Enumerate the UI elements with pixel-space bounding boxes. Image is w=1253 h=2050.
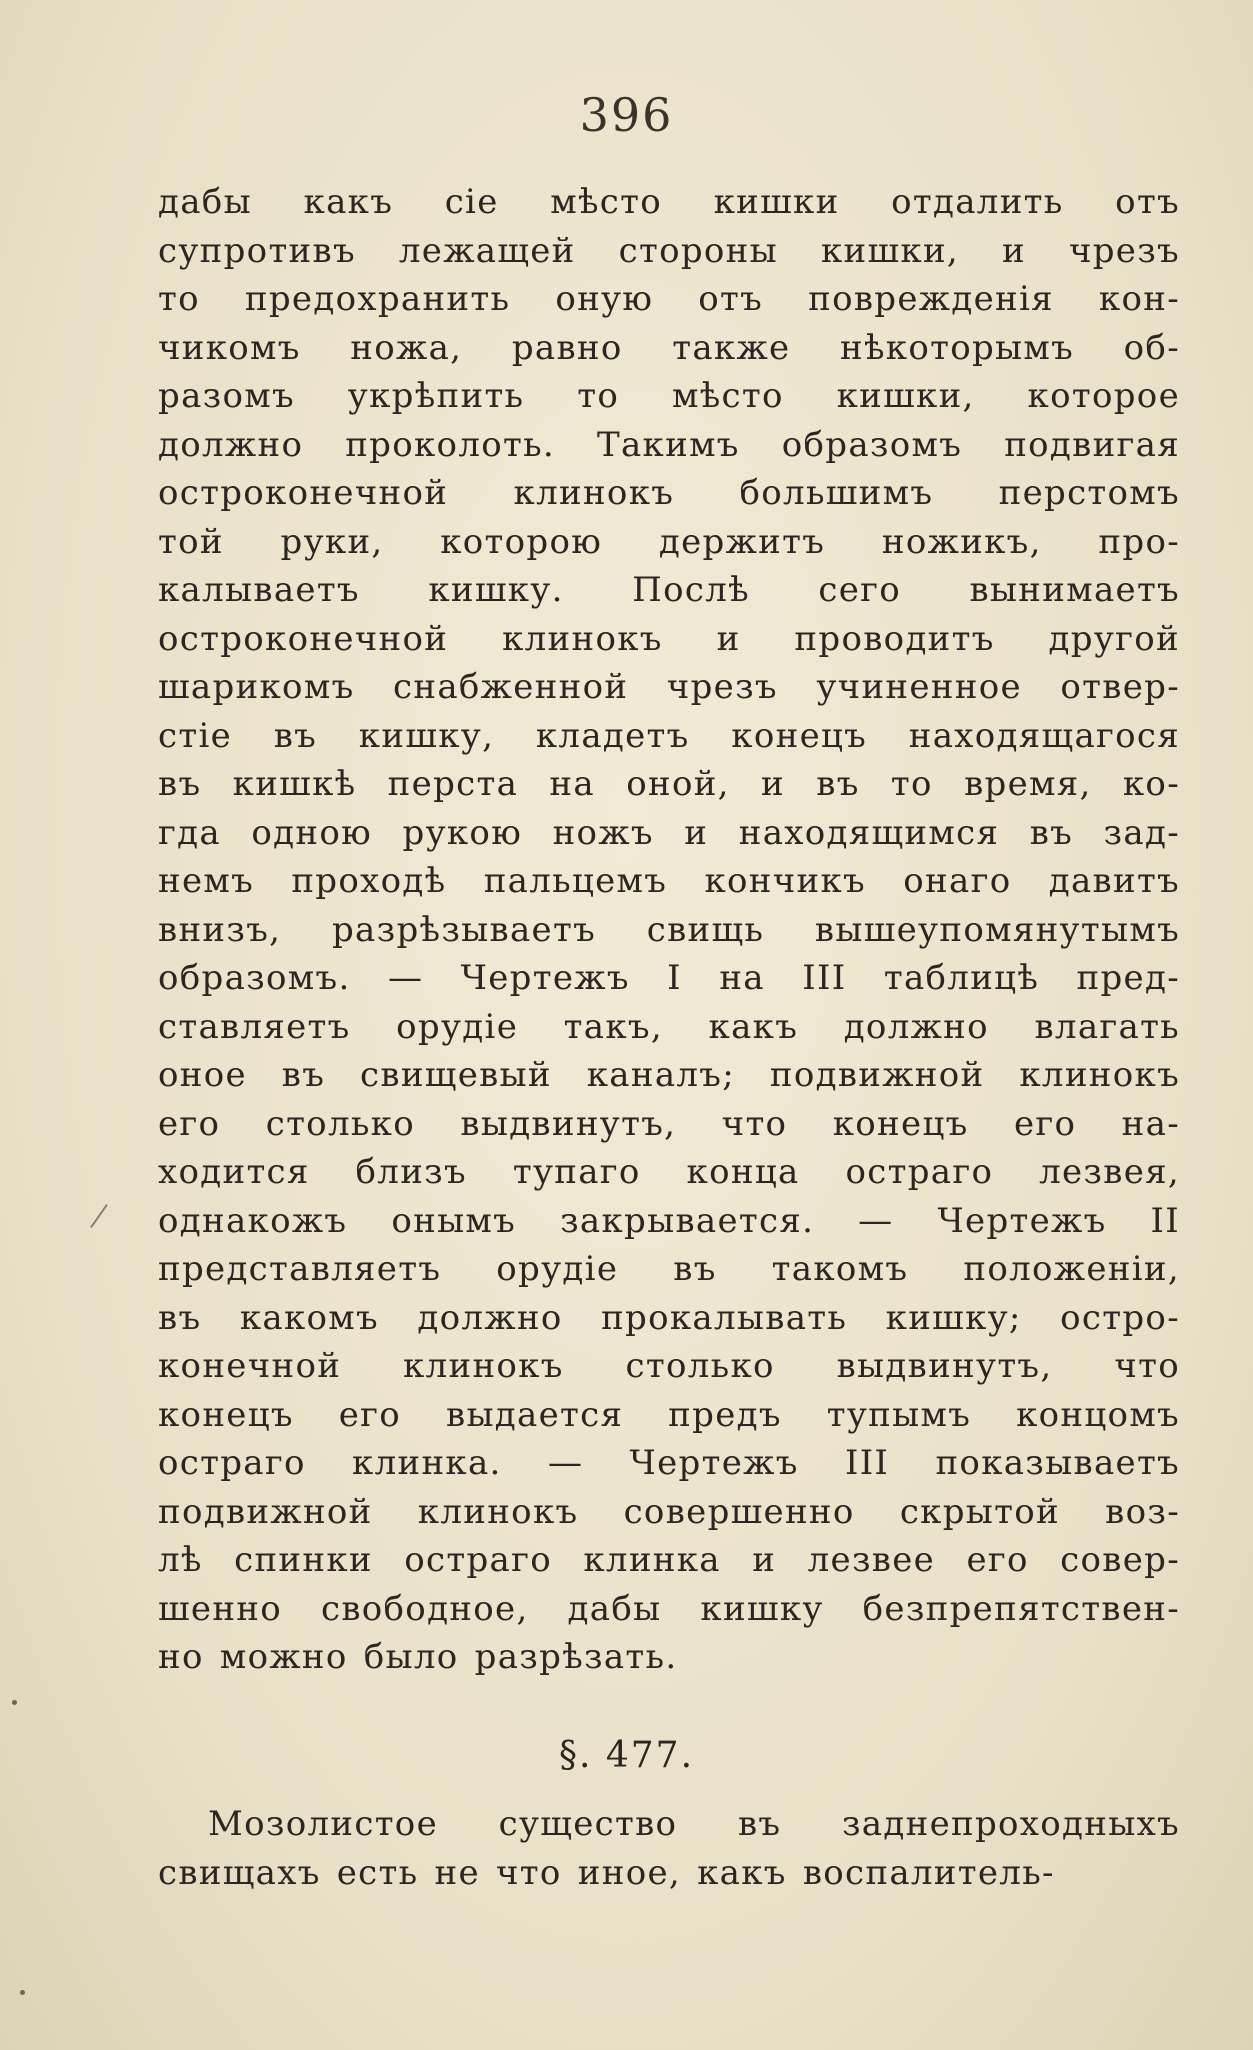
text-line: внизъ, разрѣзываетъ свищь вышеупомянутымъ — [158, 909, 1180, 950]
text-line: его столько выдвинутъ, что конецъ его на- — [158, 1103, 1180, 1144]
text-line: представляетъ орудіе въ такомъ положеніи, — [158, 1249, 1180, 1289]
text-line: образомъ. — Чертежъ I на III таблицѣ пред- — [158, 958, 1180, 998]
text-line: но можно было разрѣзать. — [158, 1637, 678, 1677]
paper-speck — [20, 1990, 25, 1995]
text-line: супротивъ лежащей стороны кишки, и чрезъ — [158, 230, 1180, 271]
paper-speck — [12, 1700, 17, 1705]
text-line: немъ проходѣ пальцемъ кончикъ онаго давитъ — [158, 861, 1180, 901]
section-heading: §. 477. — [558, 1735, 695, 1776]
text-line: должно проколоть. Такимъ образомъ подвигая — [158, 424, 1180, 465]
text-line: остраго клинка. — Чертежъ III показываетъ — [158, 1443, 1180, 1483]
text-line: шарикомъ снабженной чрезъ учиненное отвер- — [158, 667, 1180, 707]
text-line: калываетъ кишку. Послѣ сего вынимаетъ — [158, 570, 1180, 610]
paragraph-main — [158, 178, 1180, 1682]
text-line: подвижной клинокъ совершенно скрытой воз- — [158, 1491, 1180, 1532]
margin-mark — [90, 1204, 108, 1228]
text-line: остроконечной клинокъ большимъ перстомъ — [158, 473, 1180, 513]
text-line: разомъ укрѣпить то мѣсто кишки, которое — [158, 376, 1180, 416]
text-line: стіе въ кишку, кладетъ конецъ находящагося — [158, 715, 1180, 756]
text-line: оное въ свищевый каналъ; подвижной клинокъ — [158, 1055, 1180, 1095]
text-line: то предохранить оную отъ поврежденія кон- — [158, 279, 1180, 319]
text-line: чикомъ ножа, равно также нѣкоторымъ об- — [158, 327, 1180, 368]
paragraph-next — [158, 1800, 1180, 1897]
page-number: 396 — [579, 88, 674, 142]
text-line: лѣ спинки остраго клинка и лезвее его совер- — [158, 1540, 1180, 1580]
text-line: конечной клинокъ столько выдвинутъ, что — [158, 1346, 1180, 1386]
text-line: конецъ его выдается предъ тупымъ концомъ — [158, 1394, 1180, 1435]
text-line: дабы какъ сіе мѣсто кишки отдалить отъ — [158, 182, 1180, 222]
text-line: ставляетъ орудіе такъ, какъ должно влагать — [158, 1006, 1180, 1047]
text-line: шенно свободное, дабы кишку безпрепятствен- — [158, 1588, 1180, 1629]
text-line: той руки, которою держитъ ножикъ, про- — [158, 521, 1180, 562]
text-line: ходится близъ тупаго конца остраго лезвея, — [158, 1152, 1180, 1192]
text-line: въ какомъ должно прокалывать кишку; остро- — [158, 1297, 1180, 1338]
text-line: свищахъ есть не что иное, какъ воспалитель- — [158, 1852, 1055, 1893]
text-line: однакожъ онымъ закрывается. — Чертежъ II — [158, 1200, 1180, 1241]
text-line: гда одною рукою ножъ и находящимся въ зад- — [158, 812, 1180, 853]
text-line: въ кишкѣ перста на оной, и въ то время, ко- — [158, 764, 1180, 804]
text-line: Мозолистое существо въ заднепроходныхъ — [208, 1804, 1180, 1844]
text-line: остроконечной клинокъ и проводитъ другой — [158, 618, 1180, 659]
